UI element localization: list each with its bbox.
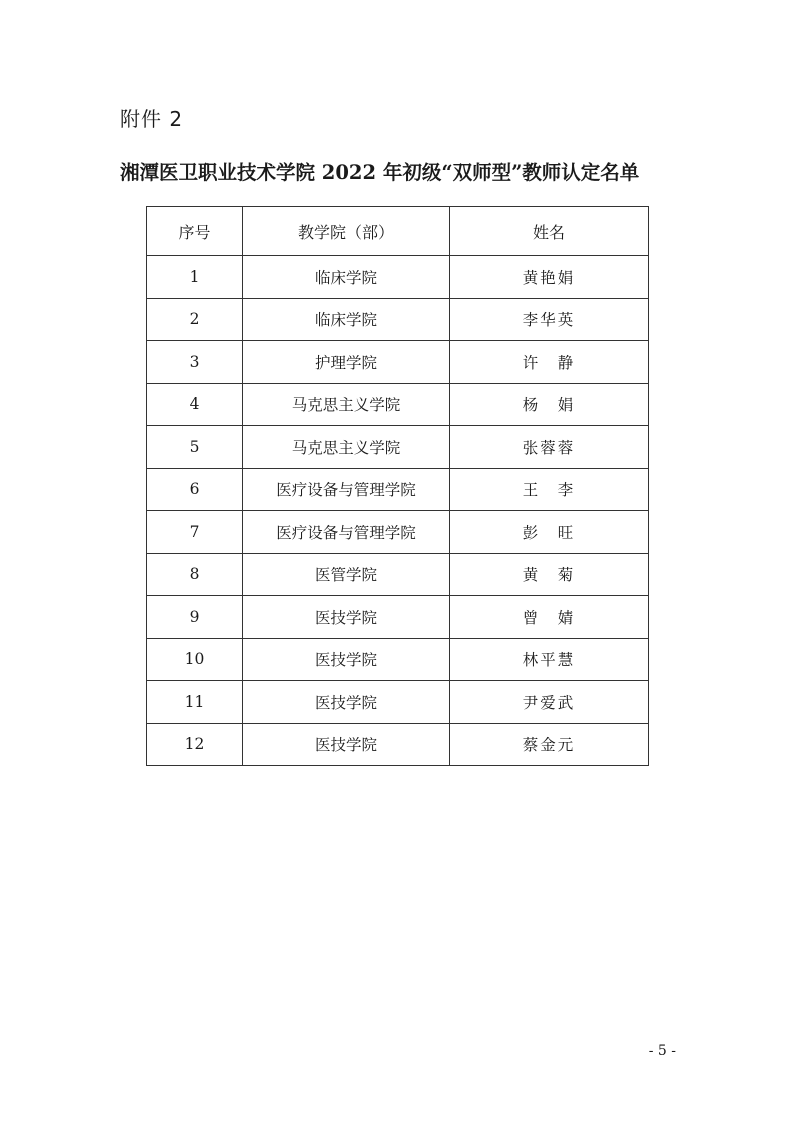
cell-department: 马克思主义学院	[243, 426, 450, 469]
table-row	[147, 723, 649, 766]
cell-serial-number: 8	[147, 553, 243, 596]
table-row	[147, 638, 649, 681]
cell-department: 医技学院	[243, 681, 450, 724]
cell-department: 临床学院	[243, 298, 450, 341]
cell-serial-number: 11	[147, 681, 243, 724]
table-row	[147, 468, 649, 511]
cell-department: 医技学院	[243, 638, 450, 681]
cell-name: 王 李	[450, 468, 649, 511]
table-row	[147, 256, 649, 299]
cell-serial-number: 5	[147, 426, 243, 469]
cell-serial-number: 9	[147, 596, 243, 639]
cell-serial-number: 3	[147, 341, 243, 384]
cell-serial-number: 10	[147, 638, 243, 681]
cell-department: 医疗设备与管理学院	[243, 511, 450, 554]
table-row	[147, 341, 649, 384]
cell-serial-number: 7	[147, 511, 243, 554]
cell-serial-number: 2	[147, 298, 243, 341]
header-name: 姓名	[450, 207, 649, 256]
table-row	[147, 553, 649, 596]
table-row	[147, 383, 649, 426]
cell-name: 李华英	[450, 298, 649, 341]
cell-serial-number: 4	[147, 383, 243, 426]
teacher-roster-table	[146, 206, 649, 766]
header-department: 教学院（部）	[243, 207, 450, 256]
cell-name: 许 静	[450, 341, 649, 384]
header-serial-number: 序号	[147, 207, 243, 256]
attachment-label: 附件 2	[120, 107, 184, 131]
cell-department: 医技学院	[243, 596, 450, 639]
cell-name: 黄艳娟	[450, 256, 649, 299]
cell-department: 医技学院	[243, 723, 450, 766]
cell-serial-number: 6	[147, 468, 243, 511]
cell-department: 医管学院	[243, 553, 450, 596]
table-row	[147, 596, 649, 639]
cell-name: 曾 婧	[450, 596, 649, 639]
cell-name: 林平慧	[450, 638, 649, 681]
cell-serial-number: 1	[147, 256, 243, 299]
cell-department: 临床学院	[243, 256, 450, 299]
cell-department: 马克思主义学院	[243, 383, 450, 426]
cell-name: 杨 娟	[450, 383, 649, 426]
cell-serial-number: 12	[147, 723, 243, 766]
cell-name: 尹爱武	[450, 681, 649, 724]
cell-department: 医疗设备与管理学院	[243, 468, 450, 511]
document-title: 湘潭医卫职业技术学院 2022 年初级“双师型”教师认定名单	[120, 161, 640, 184]
cell-name: 蔡金元	[450, 723, 649, 766]
cell-name: 张蓉蓉	[450, 426, 649, 469]
cell-name: 黄 菊	[450, 553, 649, 596]
table-header-row	[147, 207, 649, 256]
table-row	[147, 298, 649, 341]
cell-name: 彭 旺	[450, 511, 649, 554]
table-row	[147, 511, 649, 554]
table-row	[147, 426, 649, 469]
page-number: - 5 -	[648, 1043, 676, 1059]
table-row	[147, 681, 649, 724]
cell-department: 护理学院	[243, 341, 450, 384]
